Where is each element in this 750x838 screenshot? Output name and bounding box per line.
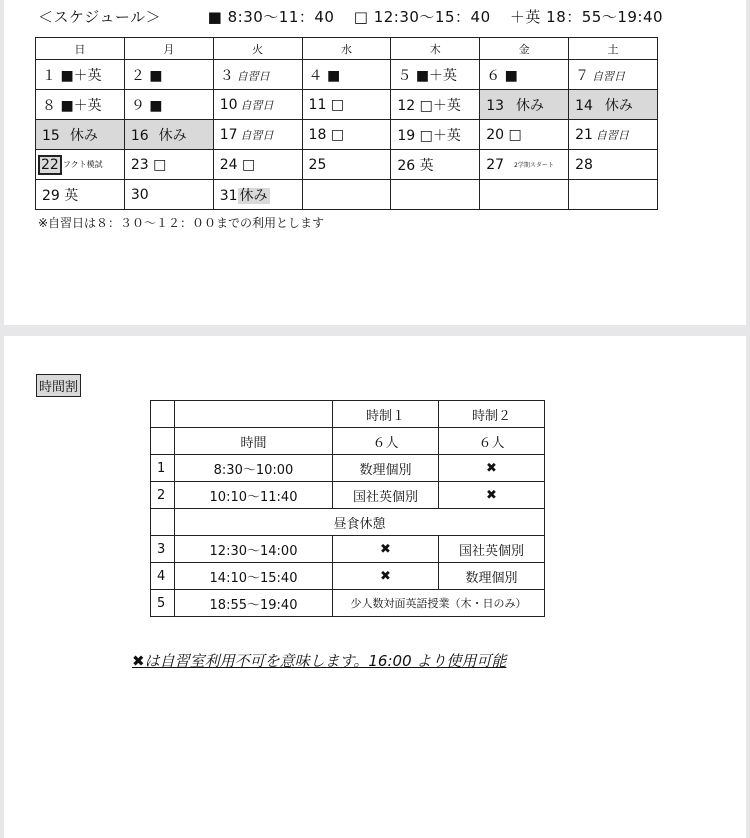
calendar-day-cell — [213, 60, 302, 90]
session-marks: □＋英 — [419, 127, 461, 144]
table-row — [151, 563, 545, 590]
period-system2: ✖ — [439, 455, 545, 482]
calendar-day-cell — [213, 180, 302, 210]
period-system2: 数理個別 — [439, 563, 545, 590]
day-number: 31 — [219, 187, 238, 204]
day-number: 15 — [42, 127, 60, 144]
calendar-day-cell — [569, 180, 658, 210]
schedule-header — [38, 6, 677, 27]
period-system1: 数理個別 — [333, 455, 439, 482]
calendar-day-cell — [302, 180, 391, 210]
day-number: 22 — [38, 155, 62, 175]
calendar-day-cell — [480, 180, 569, 210]
calendar-day-cell — [391, 150, 480, 180]
day-number: ３ — [219, 67, 234, 84]
calendar-day-cell — [480, 90, 569, 120]
day-number: 14 — [575, 97, 593, 114]
weekday-header: 月 — [124, 38, 213, 60]
session-marks: □ — [153, 156, 167, 173]
timetable-table — [150, 400, 545, 617]
self-study-label: 自習日 — [236, 69, 270, 83]
day-number: 25 — [308, 156, 327, 173]
weekday-header: 木 — [391, 38, 480, 60]
self-study-label: 自習日 — [592, 69, 626, 83]
holiday-label: 休み — [604, 97, 633, 114]
self-study-label: 自習日 — [240, 128, 274, 142]
day-number: 27 — [486, 156, 505, 173]
calendar-day-cell — [569, 90, 658, 120]
day-number: 17 — [219, 126, 238, 143]
day-number: 16 — [130, 127, 149, 144]
day-number: 29 — [42, 187, 60, 204]
day-number: 18 — [308, 126, 327, 143]
calendar-day-cell — [213, 90, 302, 120]
schedule-calendar — [35, 37, 658, 210]
table-row — [151, 536, 545, 563]
calendar-day-cell — [480, 120, 569, 150]
holiday-label: 休み — [69, 127, 98, 144]
calendar-day-cell — [36, 150, 125, 180]
period-system2: 国社英個別 — [439, 536, 545, 563]
system1-capacity: ６人 — [333, 428, 439, 455]
period-system1: ✖ — [333, 536, 439, 563]
session-marks: ■ — [504, 67, 518, 84]
period-index: 2 — [151, 482, 175, 509]
day-number: ７ — [575, 67, 590, 84]
legend-english: ＋英 18：55〜19:40 — [509, 8, 664, 26]
session-marks: ■＋英 — [415, 67, 458, 84]
timetable-subheader-row — [151, 428, 545, 455]
term-start-label: 2学期スタート — [514, 161, 554, 169]
timetable-page — [4, 336, 746, 838]
period-time: 12:30〜14:00 — [175, 536, 333, 563]
lunch-row — [151, 509, 545, 536]
session-marks: ■＋英 — [60, 67, 102, 84]
weekday-header: 水 — [302, 38, 391, 60]
system2-capacity: ６人 — [439, 428, 545, 455]
day-number: 28 — [575, 156, 593, 173]
day-number: ５ — [397, 67, 412, 84]
calendar-week-row — [36, 180, 658, 210]
session-marks: ■＋英 — [60, 97, 102, 114]
schedule-page — [4, 0, 746, 325]
weekday-header-row — [36, 38, 658, 60]
calendar-week-row — [36, 150, 658, 180]
session-marks: ■ — [326, 67, 341, 84]
calendar-day-cell — [569, 60, 658, 90]
calendar-day-cell — [124, 90, 213, 120]
calendar-day-cell — [302, 90, 391, 120]
calendar-day-cell — [569, 120, 658, 150]
usage-note — [132, 650, 506, 671]
holiday-label: 休み — [239, 187, 268, 204]
time-header: 時間 — [175, 428, 333, 455]
system2-header: 時制２ — [439, 401, 545, 428]
weekday-header: 土 — [569, 38, 658, 60]
calendar-body — [36, 60, 658, 210]
day-number: 21 — [575, 126, 593, 143]
period-time: 10:10〜11:40 — [175, 482, 333, 509]
calendar-day-cell — [124, 60, 213, 90]
calendar-day-cell — [480, 60, 569, 90]
calendar-day-cell — [213, 120, 302, 150]
weekday-header: 日 — [36, 38, 125, 60]
self-study-label: 自習日 — [595, 128, 629, 142]
period-time: 14:10〜15:40 — [175, 563, 333, 590]
calendar-day-cell — [391, 120, 480, 150]
calendar-day-cell — [569, 150, 658, 180]
session-marks: □ — [330, 96, 345, 113]
day-number: 11 — [308, 96, 327, 113]
period-system1: 国社英個別 — [333, 482, 439, 509]
weekday-header: 金 — [480, 38, 569, 60]
cross-icon: ✖ — [132, 652, 145, 670]
day-number: 23 — [130, 156, 149, 173]
calendar-day-cell — [36, 60, 125, 90]
calendar-week-row — [36, 60, 658, 90]
usage-note-text: は自習室利用不可を意味します。16:00 より使用可能 — [144, 652, 507, 670]
calendar-day-cell — [391, 90, 480, 120]
session-marks: □ — [330, 126, 345, 143]
period-index: 4 — [151, 563, 175, 590]
session-marks: □ — [241, 156, 256, 173]
calendar-day-cell — [36, 180, 125, 210]
day-number: ２ — [130, 67, 145, 84]
period-index: 1 — [151, 455, 175, 482]
day-number: ９ — [130, 97, 145, 114]
day-number: 20 — [486, 126, 505, 143]
calendar-day-cell — [36, 120, 125, 150]
holiday-label: 休み — [516, 97, 545, 114]
timetable-header-row — [151, 401, 545, 428]
period-index: 3 — [151, 536, 175, 563]
calendar-day-cell — [302, 150, 391, 180]
session-marks: ■ — [149, 67, 163, 84]
holiday-label: 休み — [158, 127, 187, 144]
calendar-day-cell — [36, 90, 125, 120]
table-row — [151, 590, 545, 617]
day-number: 26 — [397, 157, 416, 174]
table-row — [151, 482, 545, 509]
day-number: 13 — [486, 97, 505, 114]
calendar-day-cell — [213, 150, 302, 180]
session-marks: 英 — [64, 187, 79, 204]
period-index: 5 — [151, 590, 175, 617]
day-number: 10 — [219, 96, 238, 113]
system1-header: 時制１ — [333, 401, 439, 428]
day-number: ６ — [486, 67, 501, 84]
day-number: ８ — [42, 97, 56, 114]
day-number: ４ — [308, 67, 323, 84]
calendar-day-cell — [124, 180, 213, 210]
calendar-day-cell — [124, 120, 213, 150]
calendar-day-cell — [124, 150, 213, 180]
legend-morning: ■ 8:30〜11：40 — [207, 8, 335, 26]
self-study-note: ※自習日は８：３０〜１２：００までの利用とします — [38, 216, 325, 230]
calendar-week-row — [36, 120, 658, 150]
session-marks: 英 — [419, 157, 434, 174]
period-system1: ✖ — [333, 563, 439, 590]
calendar-day-cell — [480, 150, 569, 180]
lunch-break: 昼食休憩 — [175, 509, 545, 536]
day-number: 12 — [397, 97, 416, 114]
calendar-day-cell — [302, 60, 391, 90]
period-system2: ✖ — [439, 482, 545, 509]
day-number: １ — [42, 67, 56, 84]
day-number: 30 — [130, 186, 149, 203]
english-class: 少人数対面英語授業（木・日のみ） — [333, 590, 545, 617]
calendar-week-row — [36, 90, 658, 120]
day-number: 24 — [219, 156, 238, 173]
session-marks: □ — [508, 126, 522, 143]
period-time: 8:30〜10:00 — [175, 455, 333, 482]
timetable-label: 時間割 — [36, 374, 81, 397]
calendar-day-cell — [391, 60, 480, 90]
calendar-day-cell — [302, 120, 391, 150]
calendar-day-cell — [391, 180, 480, 210]
mock-exam-label: フクト模試 — [62, 159, 103, 169]
weekday-header: 火 — [213, 38, 302, 60]
day-number: 19 — [397, 127, 416, 144]
schedule-title: ＜スケジュール＞ — [38, 8, 162, 26]
table-row — [151, 455, 545, 482]
session-marks: ■ — [149, 97, 163, 114]
self-study-label: 自習日 — [240, 98, 274, 112]
period-time: 18:55〜19:40 — [175, 590, 333, 617]
session-marks: □＋英 — [419, 97, 461, 114]
legend-afternoon: □ 12:30〜15：40 — [353, 8, 491, 26]
